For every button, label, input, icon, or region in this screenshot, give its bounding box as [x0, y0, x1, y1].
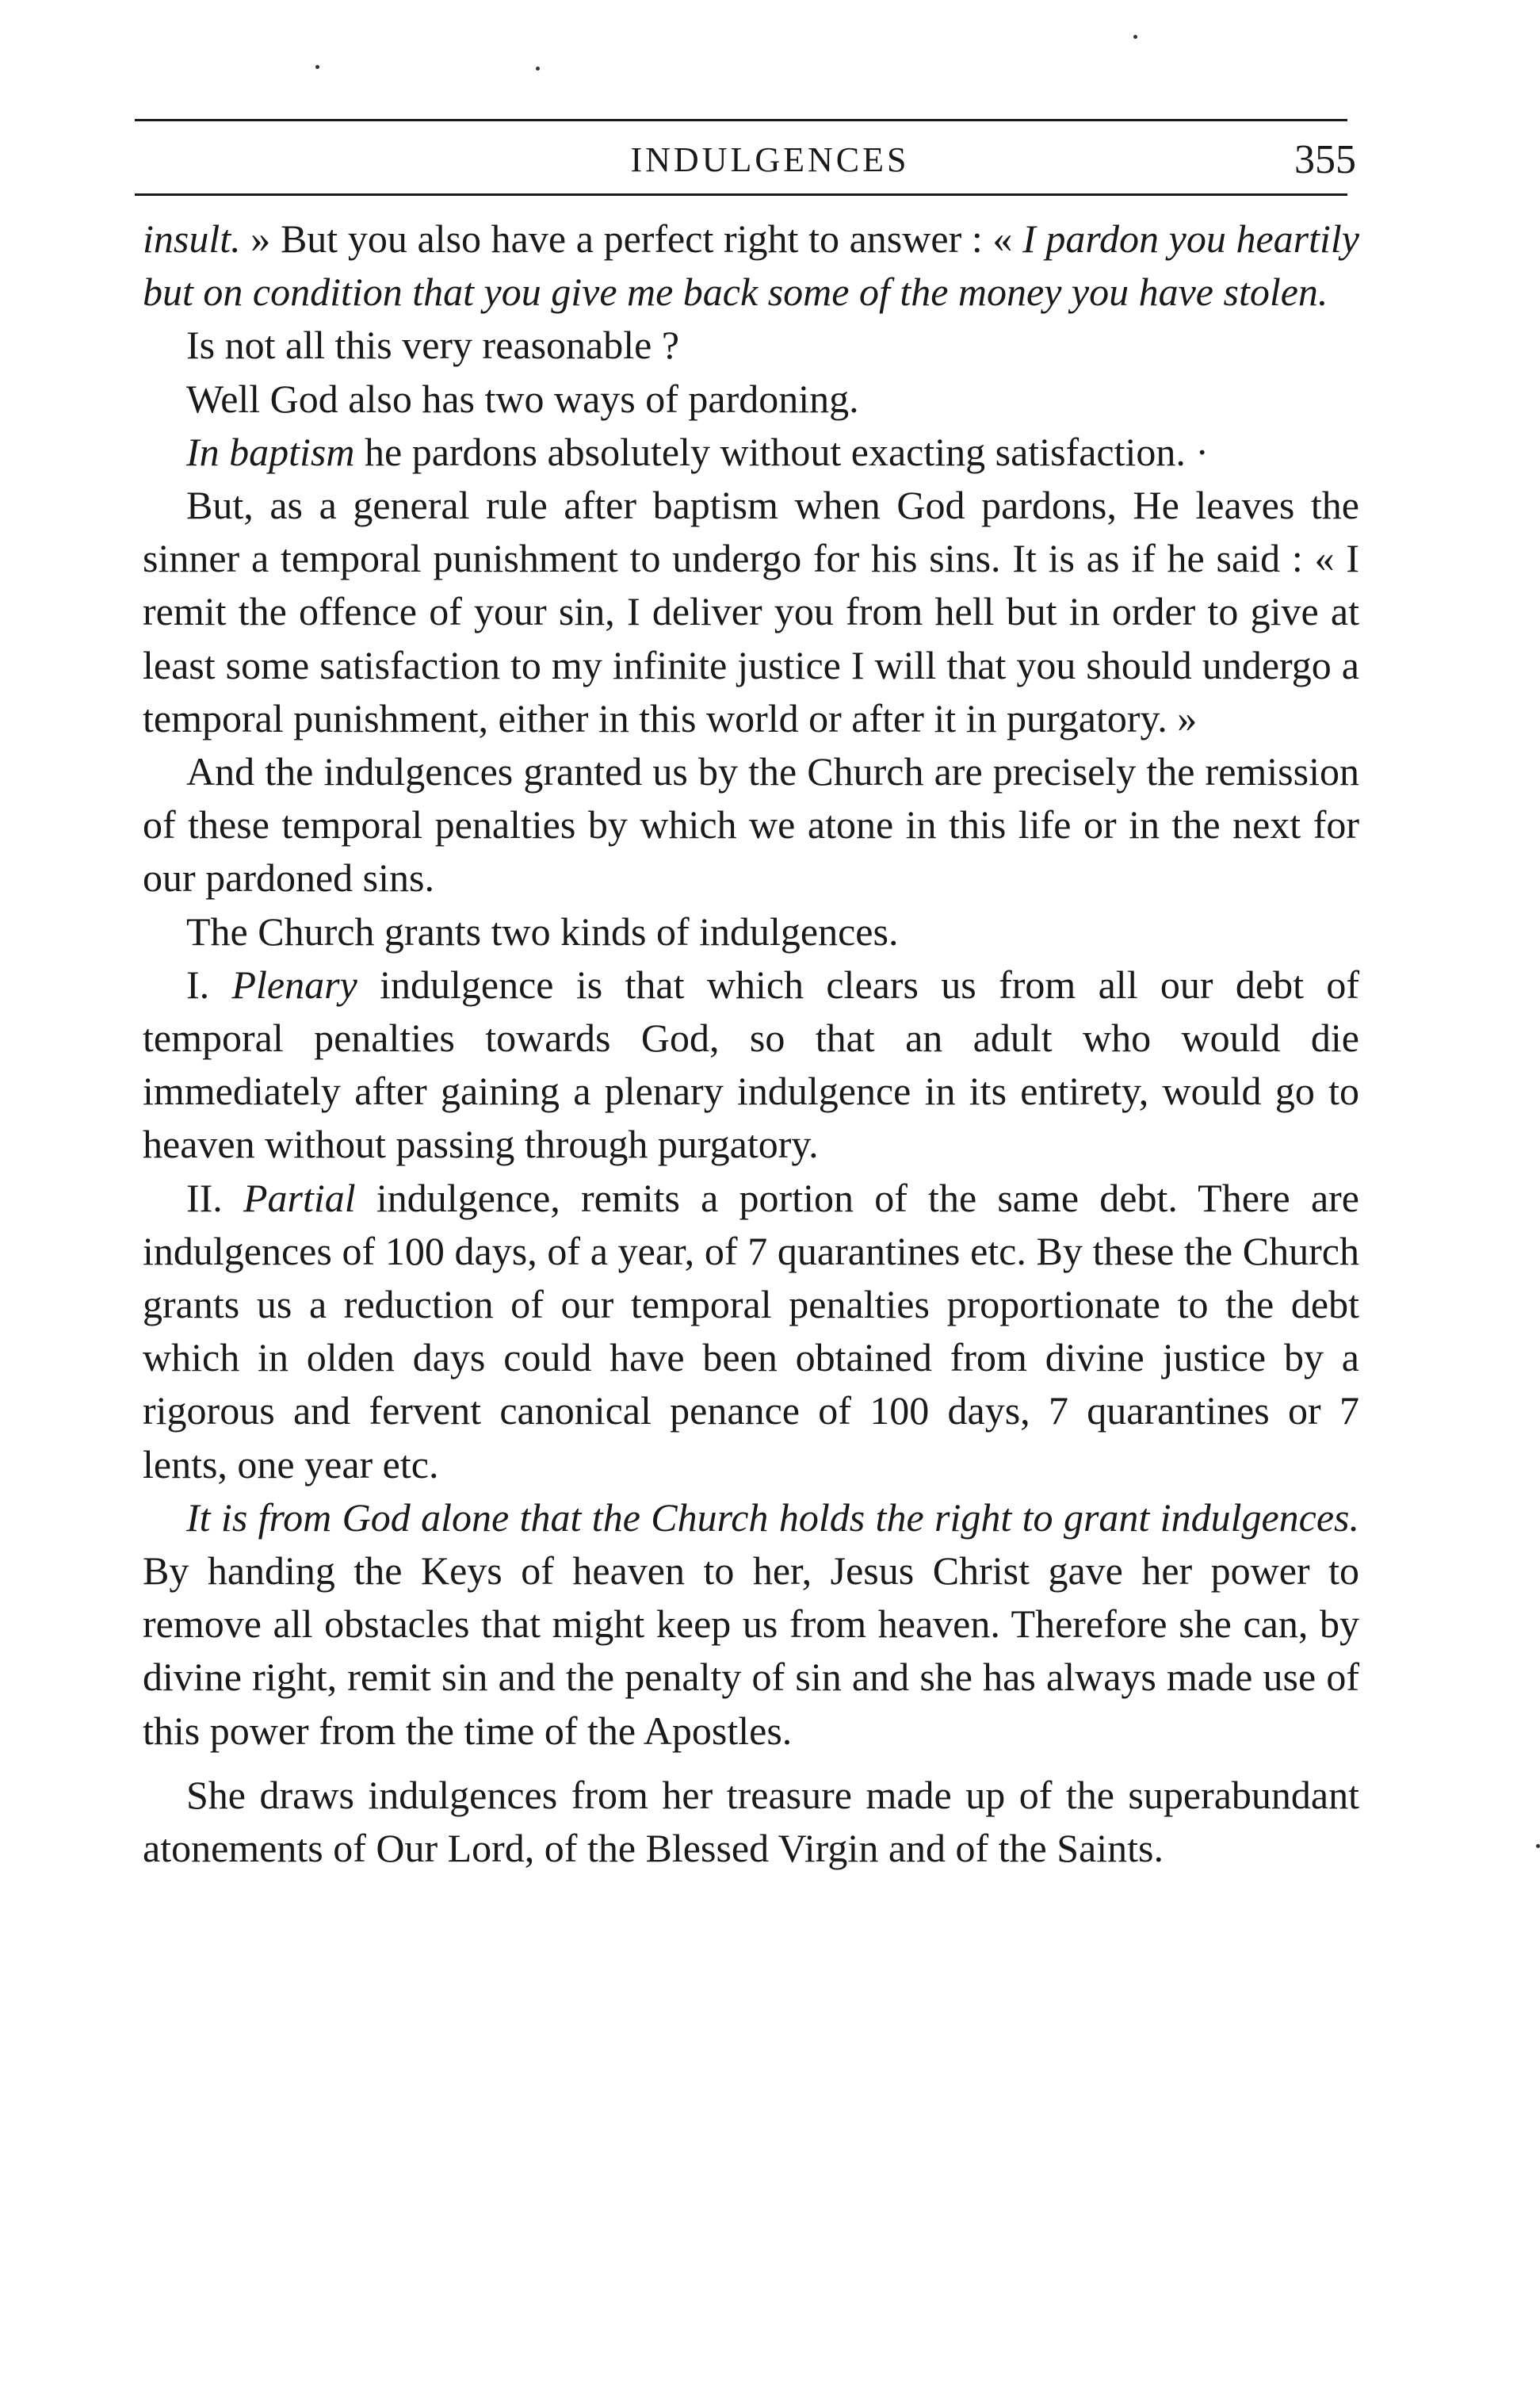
running-head-title: INDULGENCES: [630, 140, 910, 179]
print-speck: [315, 65, 319, 69]
text-segment: Is not all this very reasonable ?: [186, 323, 680, 368]
paragraph: [143, 426, 1359, 479]
text-segment: And the indulgences granted us by the Church are precisely the remission of these temporal penalties by which we atone in this life or in the next for our pardoned sins.: [143, 749, 1359, 901]
text-segment: She draws indulgences from her treasure made up of the superabundant atonements of Our Lord, of the Blessed Virgin and of the Saints.: [143, 1772, 1359, 1871]
text-segment: insult.: [143, 216, 241, 261]
text-segment: Plenary: [231, 962, 357, 1007]
paragraph: [143, 1769, 1359, 1875]
text-segment: indulgence, remits a portion of the same debt. There are indulgences of 100 days, of a year, of 7 quarantines etc. By these the Church grants us a reduction of our temporal penalties proportionate to the debt which in olden days could have been obtained from divine justice by a rigorous and fervent canonical penance of 100 days, 7 quarantines or 7 lents, one year etc.: [143, 1175, 1359, 1487]
text-segment: It is from God alone that the Church holds the right to grant indulgences.: [186, 1494, 1359, 1540]
text-segment: » But you also have a perfect right to answer : «: [240, 216, 1023, 261]
print-speck: [1133, 35, 1137, 39]
text-segment: But, as a general rule after baptism when God pardons, He leaves the sinner a temporal punishment to undergo for his sins. It is as if he said : « I remit the offence of your sin, I deliver you from hell but in order to give at least some satisfaction to my infinite justice I will that you should undergo a temporal punishment, either in this world or after it in purgatory. »: [143, 483, 1359, 740]
text-segment: The Church grants two kinds of indulgences.: [186, 909, 899, 954]
print-speck: [1536, 1844, 1540, 1848]
body-text: [143, 212, 1359, 1875]
text-segment: I.: [186, 962, 232, 1007]
print-speck: [536, 67, 540, 71]
header-rule-bottom: [135, 193, 1347, 196]
text-segment: In baptism: [186, 429, 355, 474]
text-segment: By handing the Keys of heaven to her, Jesus Christ gave her power to remove all obstacles that might keep us from heaven. Therefore she can, by divine right, remit sin and the penalty of sin and she has always made use of this power from the time of the Apostles.: [143, 1548, 1359, 1753]
paragraph: [143, 319, 1359, 372]
text-segment: II.: [186, 1175, 244, 1220]
paragraph: [143, 1172, 1359, 1491]
text-segment: indulgence is that which clears us from all our debt of temporal penalties towards God, so that an adult who would die immediately after gaining a plenary indulgence in its entirety, would go to heaven without passing through purgatory.: [143, 962, 1359, 1167]
text-segment: Well God also has two ways of pardoning.: [186, 376, 859, 421]
paragraph: [143, 745, 1359, 905]
header-rule-top: [135, 119, 1347, 121]
paragraph: [143, 1491, 1359, 1758]
paragraph: [143, 373, 1359, 426]
text-segment: Partial: [243, 1175, 356, 1220]
paragraph: [143, 959, 1359, 1172]
text-segment: he pardons absolutely without exacting satisfaction. ·: [354, 429, 1209, 474]
page-number: 355: [1294, 137, 1356, 182]
paragraph: [143, 479, 1359, 745]
text-segment: I pardon you heartily but on condition that you give me back some of the money you have stolen.: [143, 216, 1359, 315]
paragraph: [143, 905, 1359, 959]
paragraph: [143, 212, 1359, 319]
